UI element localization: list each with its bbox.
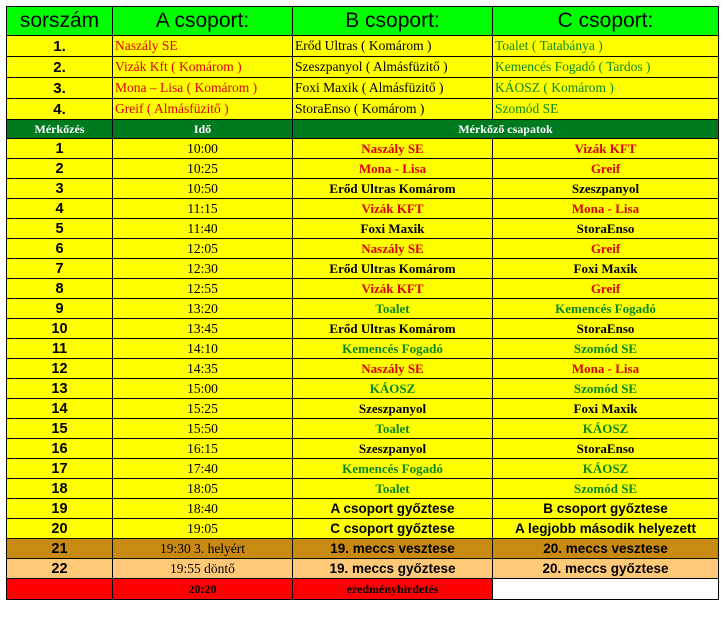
home-team: Naszály SE	[293, 359, 493, 379]
match-number: 2	[7, 159, 113, 179]
match-row	[7, 459, 719, 479]
match-time: 14:10	[113, 339, 293, 359]
away-team: Mona - Lisa	[493, 359, 719, 379]
match-time: 12:30	[113, 259, 293, 279]
match-time: 18:40	[113, 499, 293, 519]
home-team: Erőd Ultras Komárom	[293, 259, 493, 279]
match-number: 19	[7, 499, 113, 519]
group-a-team: Naszály SE	[113, 36, 293, 57]
header-group-a: A csoport:	[113, 7, 293, 36]
home-team: Toalet	[293, 479, 493, 499]
match-row	[7, 339, 719, 359]
match-number: 20	[7, 519, 113, 539]
match-number: 10	[7, 319, 113, 339]
group-b-team: Foxi Maxik ( Almásfüzitő )	[293, 78, 493, 99]
match-time: 11:15	[113, 199, 293, 219]
match-row	[7, 399, 719, 419]
home-team: Kemencés Fogadó	[293, 459, 493, 479]
match-number: 16	[7, 439, 113, 459]
group-b-team: Erőd Ultras ( Komárom )	[293, 36, 493, 57]
away-team: StoraEnso	[493, 319, 719, 339]
group-c-team: KÁOSZ ( Komárom )	[493, 78, 719, 99]
home-team: Erőd Ultras Komárom	[293, 179, 493, 199]
match-number: 4	[7, 199, 113, 219]
group-row-number: 4.	[7, 99, 113, 120]
match-time: 19:30 3. helyért	[113, 539, 293, 559]
match-row	[7, 319, 719, 339]
match-number: 7	[7, 259, 113, 279]
away-slot: A legjobb második helyezett	[493, 519, 719, 539]
match-time: 12:55	[113, 279, 293, 299]
group-a-team: Mona – Lisa ( Komárom )	[113, 78, 293, 99]
group-a-team: Greif ( Almásfüzitő )	[113, 99, 293, 120]
playoff-row	[7, 499, 719, 519]
playoff-row	[7, 519, 719, 539]
home-slot: C csoport győztese	[293, 519, 493, 539]
match-time: 15:50	[113, 419, 293, 439]
away-team: Szeszpanyol	[493, 179, 719, 199]
away-team: Szomód SE	[493, 379, 719, 399]
away-team: Kemencés Fogadó	[493, 299, 719, 319]
match-time: 13:20	[113, 299, 293, 319]
home-slot: A csoport győztese	[293, 499, 493, 519]
ceremony-time: 20:20	[113, 579, 293, 600]
away-team: Foxi Maxik	[493, 399, 719, 419]
away-team: StoraEnso	[493, 219, 719, 239]
home-team: Foxi Maxik	[293, 219, 493, 239]
group-row	[7, 78, 719, 99]
match-number: 9	[7, 299, 113, 319]
match-time: 16:15	[113, 439, 293, 459]
group-row-number: 1.	[7, 36, 113, 57]
home-team: Toalet	[293, 419, 493, 439]
header-number: sorszám	[7, 7, 113, 36]
match-row	[7, 439, 719, 459]
match-time: 15:25	[113, 399, 293, 419]
match-time: 10:50	[113, 179, 293, 199]
match-number: 1	[7, 139, 113, 159]
group-a-team: Vizák Kft ( Komárom )	[113, 57, 293, 78]
tournament-schedule-table	[6, 6, 719, 600]
away-team: Szomód SE	[493, 339, 719, 359]
home-slot: 19. meccs győztese	[293, 559, 493, 579]
group-c-team: Szomód SE	[493, 99, 719, 120]
match-number: 15	[7, 419, 113, 439]
away-team: Greif	[493, 279, 719, 299]
empty-cell	[493, 579, 719, 600]
match-time: 17:40	[113, 459, 293, 479]
match-time: 19:05	[113, 519, 293, 539]
group-row-number: 3.	[7, 78, 113, 99]
header-group-b: B csoport:	[293, 7, 493, 36]
group-row	[7, 99, 719, 120]
match-time: 13:45	[113, 319, 293, 339]
match-number: 14	[7, 399, 113, 419]
match-time: 10:25	[113, 159, 293, 179]
home-team: Vizák KFT	[293, 199, 493, 219]
away-team: Mona - Lisa	[493, 199, 719, 219]
match-number: 13	[7, 379, 113, 399]
away-team: StoraEnso	[493, 439, 719, 459]
award-ceremony-row	[7, 579, 719, 600]
match-number: 3	[7, 179, 113, 199]
empty-cell	[7, 579, 113, 600]
match-time: 18:05	[113, 479, 293, 499]
group-header-row	[7, 7, 719, 36]
match-row	[7, 219, 719, 239]
match-row	[7, 239, 719, 259]
match-time: 11:40	[113, 219, 293, 239]
match-number: 8	[7, 279, 113, 299]
playoff-row	[7, 539, 719, 559]
time-column-header: Idő	[113, 120, 293, 139]
home-team: Szeszpanyol	[293, 399, 493, 419]
match-time: 15:00	[113, 379, 293, 399]
teams-column-header: Mérkőző csapatok	[293, 120, 719, 139]
match-time: 10:00	[113, 139, 293, 159]
away-team: Vizák KFT	[493, 139, 719, 159]
match-number: 22	[7, 559, 113, 579]
match-row	[7, 259, 719, 279]
playoff-row	[7, 559, 719, 579]
home-team: KÁOSZ	[293, 379, 493, 399]
match-row	[7, 479, 719, 499]
match-row	[7, 419, 719, 439]
group-row	[7, 57, 719, 78]
match-time: 12:05	[113, 239, 293, 259]
away-team: KÁOSZ	[493, 419, 719, 439]
match-number: 6	[7, 239, 113, 259]
home-team: Toalet	[293, 299, 493, 319]
away-team: KÁOSZ	[493, 459, 719, 479]
group-row-number: 2.	[7, 57, 113, 78]
match-row	[7, 279, 719, 299]
match-row	[7, 139, 719, 159]
away-slot: B csoport győztese	[493, 499, 719, 519]
away-team: Foxi Maxik	[493, 259, 719, 279]
match-number: 11	[7, 339, 113, 359]
match-row	[7, 299, 719, 319]
group-row	[7, 36, 719, 57]
home-team: Kemencés Fogadó	[293, 339, 493, 359]
match-number: 5	[7, 219, 113, 239]
group-b-team: StoraEnso ( Komárom )	[293, 99, 493, 120]
away-slot: 20. meccs győztese	[493, 559, 719, 579]
home-slot: 19. meccs vesztese	[293, 539, 493, 559]
home-team: Szeszpanyol	[293, 439, 493, 459]
match-row	[7, 359, 719, 379]
match-number: 18	[7, 479, 113, 499]
match-row	[7, 179, 719, 199]
ceremony-label: eredményhirdetés	[293, 579, 493, 600]
match-number: 17	[7, 459, 113, 479]
away-team: Szomód SE	[493, 479, 719, 499]
away-slot: 20. meccs vesztese	[493, 539, 719, 559]
away-team: Greif	[493, 239, 719, 259]
match-number: 12	[7, 359, 113, 379]
home-team: Naszály SE	[293, 139, 493, 159]
home-team: Mona - Lisa	[293, 159, 493, 179]
home-team: Naszály SE	[293, 239, 493, 259]
group-c-team: Kemencés Fogadó ( Tardos )	[493, 57, 719, 78]
home-team: Vizák KFT	[293, 279, 493, 299]
group-b-team: Szeszpanyol ( Almásfüzitő )	[293, 57, 493, 78]
match-number: 21	[7, 539, 113, 559]
match-row	[7, 199, 719, 219]
away-team: Greif	[493, 159, 719, 179]
match-time: 14:35	[113, 359, 293, 379]
schedule-header-row	[7, 120, 719, 139]
header-group-c: C csoport:	[493, 7, 719, 36]
home-team: Erőd Ultras Komárom	[293, 319, 493, 339]
group-c-team: Toalet ( Tatabánya )	[493, 36, 719, 57]
match-column-header: Mérkőzés	[7, 120, 113, 139]
match-row	[7, 159, 719, 179]
match-time: 19:55 döntő	[113, 559, 293, 579]
match-row	[7, 379, 719, 399]
